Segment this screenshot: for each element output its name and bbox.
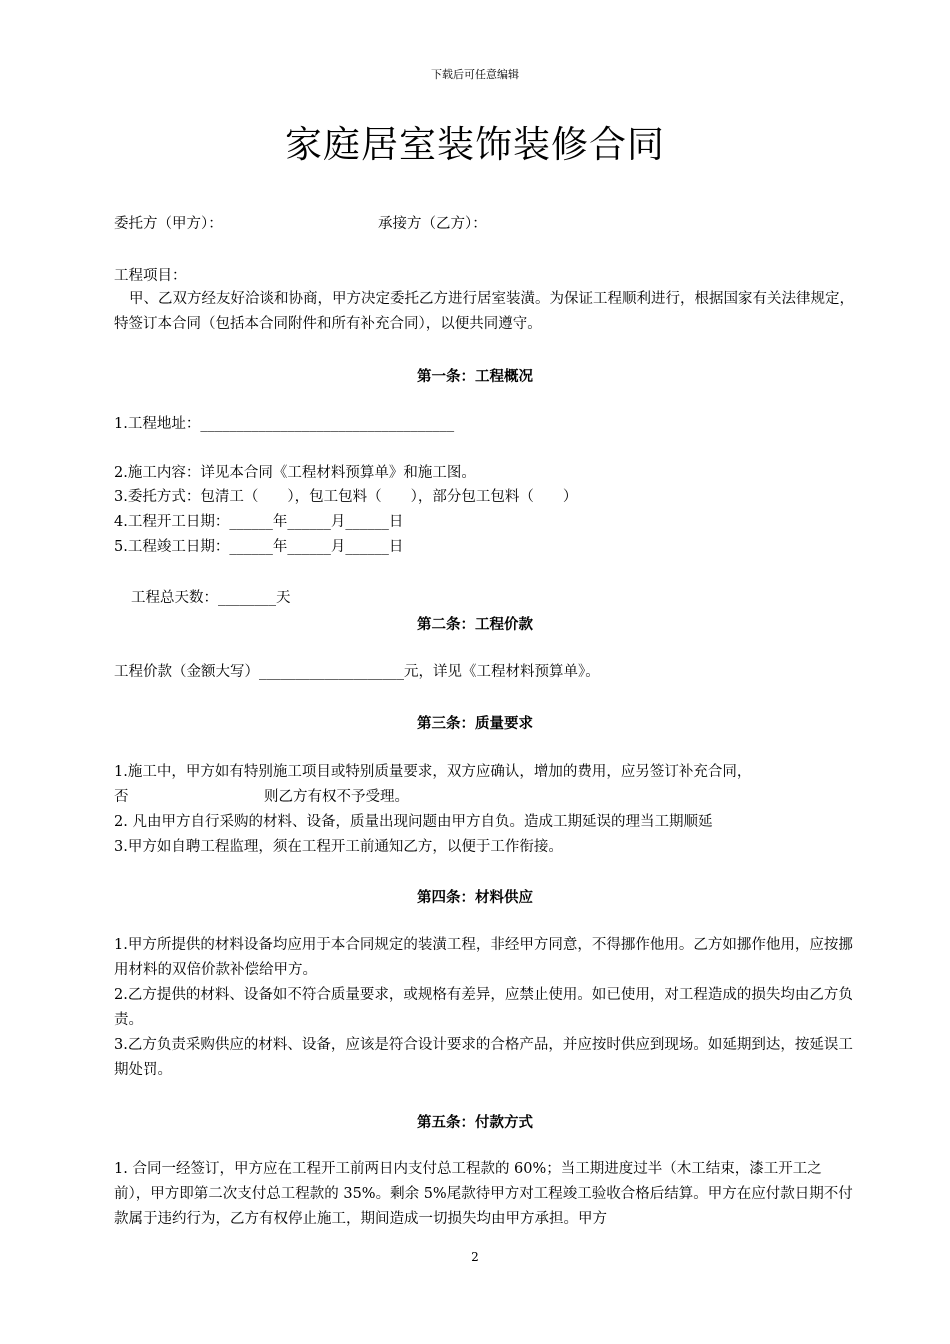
intro-paragraph: 甲、乙双方经友好洽谈和协商，甲方决定委托乙方进行居室装潢。为保证工程顺利进行，根据国家有关法律规定，特签订本合同（包括本合同附件和所有补充合同），以便共同遵守。 (114, 291, 854, 332)
material-item-3: 3.乙方负责采购供应的材料、设备，应该是符合设计要求的合格产品，并应按时供应到现场。如延期到达，按延误工期处罚。 (114, 1037, 853, 1078)
article4-heading: 第四条：材料供应 (417, 889, 533, 906)
total-days-line: 工程总天数：________天 (131, 590, 291, 606)
article1-heading: 第一条：工程概况 (417, 368, 533, 385)
construction-content-line: 2.施工内容：详见本合同《工程材料预算单》和施工图。 (114, 465, 476, 481)
party-b-label: 承接方（乙方）： (378, 216, 487, 232)
article2-heading: 第二条：工程价款 (417, 616, 533, 633)
quality-item-2: 2. 凡由甲方自行采购的材料、设备，质量出现问题由甲方自负。造成工期延误的理当工期顺延 (114, 814, 713, 830)
quality-item-1-cont-right: 则乙方有权不予受理。 (264, 789, 409, 805)
project-address-line: 1.工程地址：___________________________________ (114, 416, 455, 432)
project-label: 工程项目： (114, 268, 187, 284)
article5-heading: 第五条：付款方式 (417, 1114, 533, 1131)
payment-item-1: 1. 合同一经签订，甲方应在工程开工前两日内支付总工程款的 60%；当工期进度过半（木工结束，漆工开工之前），甲方即第二次支付总工程款的 35%。剩余 5%尾款待甲方对工程竣工验收合格后结算。甲方在应付款日期不付款属于违约行为，乙方有权停止施工，期间造成一切损失均由甲方承担。甲方 (114, 1161, 853, 1227)
start-date-line: 4.工程开工日期：______年______月______日 (114, 514, 404, 530)
quality-item-3: 3.甲方如自聘工程监理，须在工程开工前通知乙方，以便于工作衔接。 (114, 839, 563, 855)
commission-method-line: 3.委托方式：包清工（ ），包工包料（ ），部分包工包料（ ） (114, 489, 578, 505)
project-price-line: 工程价款（金额大写）____________________元，详见《工程材料预算单》。 (114, 664, 600, 680)
material-item-2: 2.乙方提供的材料、设备如不符合质量要求，或规格有差异，应禁止使用。如已使用，对工程造成的损失均由乙方负责。 (114, 987, 853, 1028)
quality-item-1-cont-left: 否 (114, 789, 129, 805)
material-item-1: 1.甲方所提供的材料设备均应用于本合同规定的装潢工程，非经甲方同意，不得挪作他用。乙方如挪作他用，应按挪用材料的双倍价款补偿给甲方。 (114, 937, 853, 978)
quality-item-1: 1.施工中，甲方如有特别施工项目或特别质量要求，双方应确认，增加的费用，应另签订补充合同， (114, 764, 752, 780)
party-a-label: 委托方（甲方）： (114, 216, 223, 232)
end-date-line: 5.工程竣工日期：______年______月______日 (114, 539, 404, 555)
page-header-note: 下载后可任意编辑 (431, 68, 519, 81)
page-number: 2 (471, 1250, 479, 1264)
article3-heading: 第三条：质量要求 (417, 715, 533, 732)
document-title: 家庭居室装饰装修合同 (285, 123, 665, 166)
